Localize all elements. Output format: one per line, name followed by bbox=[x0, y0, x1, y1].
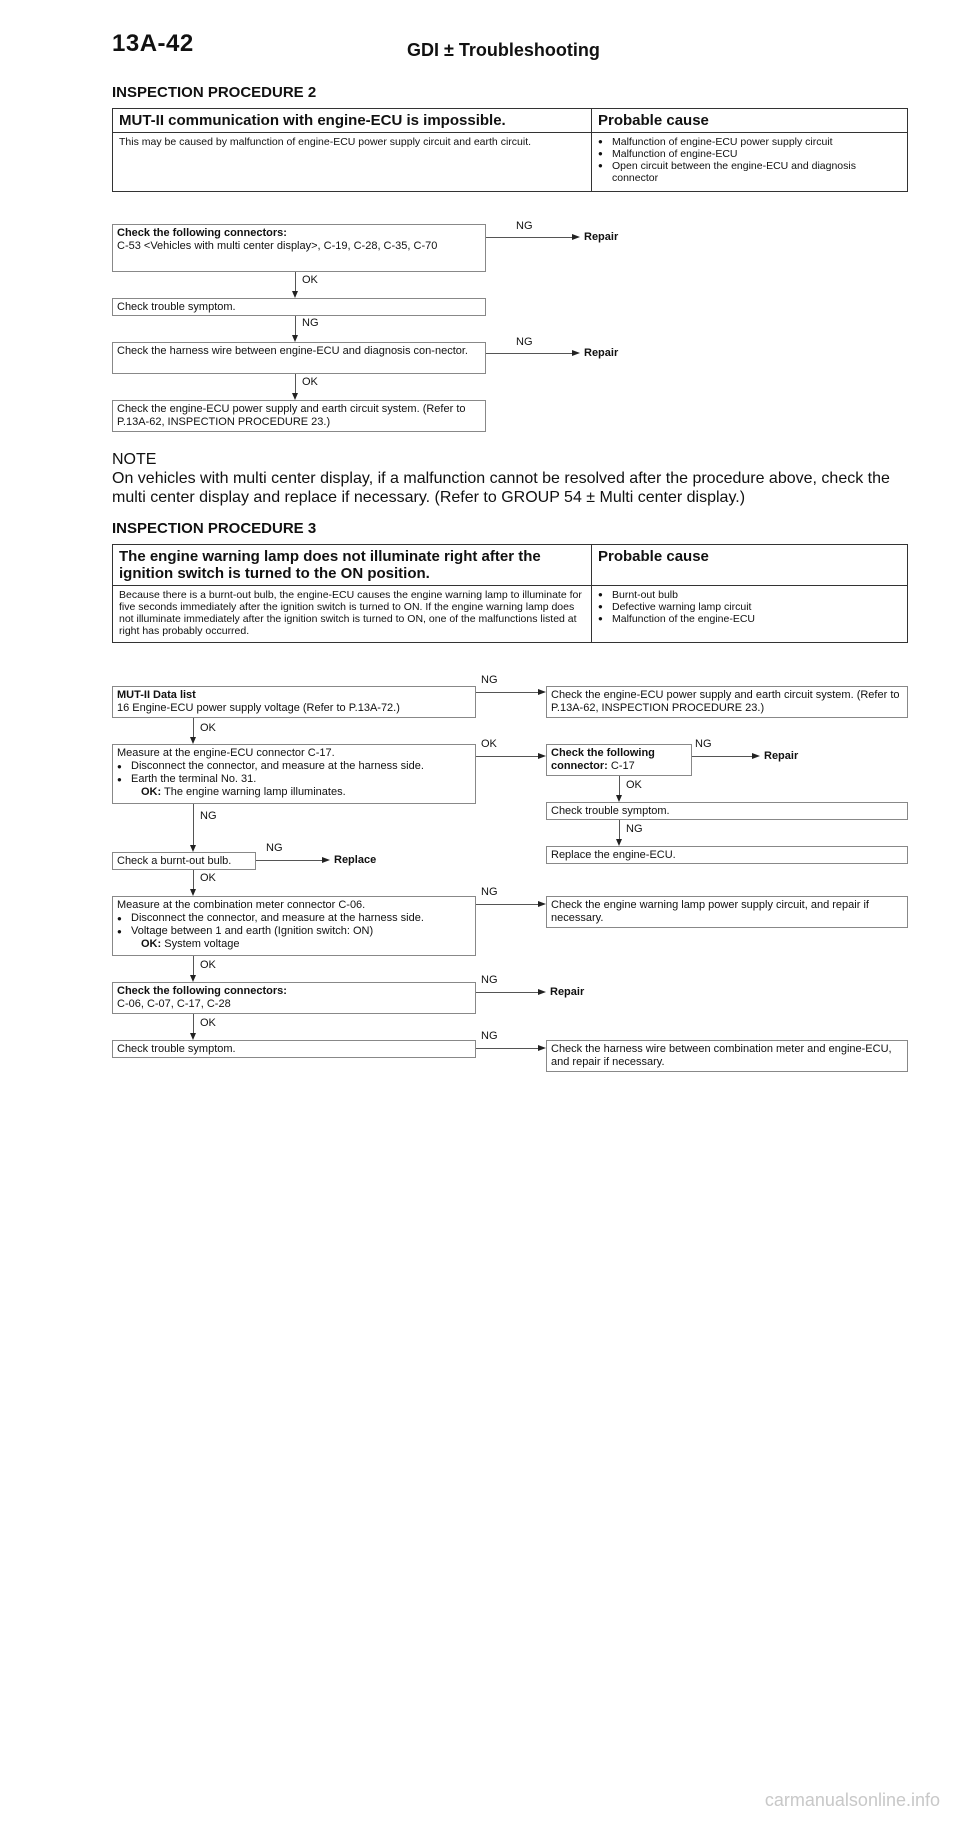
arrow-right-icon bbox=[752, 753, 760, 759]
connector-line bbox=[476, 756, 538, 757]
list-item: ● Burnt-out bulb bbox=[598, 589, 901, 601]
connector-line bbox=[619, 820, 620, 840]
step-title: Check the following connectors: bbox=[117, 227, 287, 239]
arrow-right-icon bbox=[538, 901, 546, 907]
list-item: ● Malfunction of engine-ECU power supply circuit bbox=[598, 136, 901, 148]
ng-label: NG bbox=[626, 823, 643, 835]
ng-label: NG bbox=[481, 886, 498, 898]
proc3-step-burnt-bulb: Check a burnt-out bulb. bbox=[112, 852, 256, 870]
proc3-step-lamp-circuit: Check the engine warning lamp power supply circuit, and repair if necessary. bbox=[546, 896, 908, 928]
ok-label: OK bbox=[200, 1017, 216, 1029]
proc2-step-harness: Check the harness wire between engine-ECU and diagnosis con-nector. bbox=[112, 342, 486, 374]
list-item: ● Disconnect the connector, and measure at the harness side. bbox=[117, 912, 471, 925]
note-text: On vehicles with multi center display, if a malfunction cannot be resolved after the procedure above, check the multi center display and replace if necessary. (Refer to GROUP 54 ± Multi center display.) bbox=[112, 470, 890, 506]
ok-label: OK bbox=[200, 959, 216, 971]
proc3-step-symptom-right: Check trouble symptom. bbox=[546, 802, 908, 820]
proc3-step-symptom-final: Check trouble symptom. bbox=[112, 1040, 476, 1058]
ok-label: OK bbox=[302, 376, 318, 388]
step-text: 16 Engine-ECU power supply voltage (Refer to P.13A-72.) bbox=[117, 702, 400, 714]
arrow-down-icon bbox=[292, 335, 298, 342]
repair-label: Repair bbox=[550, 986, 585, 998]
arrow-down-icon bbox=[190, 1033, 196, 1040]
ok-label: OK bbox=[481, 738, 497, 750]
proc2-description: This may be caused by malfunction of engine-ECU power supply circuit and earth circuit. bbox=[113, 133, 592, 192]
ng-label: NG bbox=[302, 317, 319, 329]
proc3-step-replace-ecu: Replace the engine-ECU. bbox=[546, 846, 908, 864]
list-item: ● Open circuit between the engine-ECU and diagnosis connector bbox=[598, 160, 901, 184]
proc3-description: Because there is a burnt-out bulb, the engine-ECU causes the engine warning lamp to illuminate for five seconds immediately after the ignition switch is turned to ON. If the engine warning lamp does not illuminate immediately after the ignition switch is turned to ON, one of the malfunctions listed at right has probably occurred. bbox=[113, 586, 592, 643]
step-title: Check the following connectors: bbox=[117, 985, 287, 997]
proc3-step-connector-c17 bbox=[546, 744, 692, 776]
list-item: ● Disconnect the connector, and measure at the harness side. bbox=[117, 760, 471, 773]
proc2-causes bbox=[598, 136, 901, 184]
proc2-heading: INSPECTION PROCEDURE 2 bbox=[112, 84, 317, 101]
repair-label: Repair bbox=[584, 347, 619, 359]
step-title: MUT-II Data list bbox=[117, 689, 196, 701]
ng-label: NG bbox=[516, 336, 533, 348]
ng-label: NG bbox=[266, 842, 283, 854]
connector-line bbox=[295, 374, 296, 394]
connector-line bbox=[476, 692, 538, 693]
connector-line bbox=[295, 272, 296, 292]
arrow-down-icon bbox=[616, 839, 622, 846]
connector-line bbox=[193, 956, 194, 976]
ok-label: OK bbox=[626, 779, 642, 791]
arrow-down-icon bbox=[190, 975, 196, 982]
ok-criteria-label: OK: bbox=[141, 938, 162, 950]
page-title: GDI ± Troubleshooting bbox=[407, 40, 600, 60]
ok-criteria-text: The engine warning lamp illuminates. bbox=[164, 786, 346, 798]
connector-line bbox=[193, 870, 194, 890]
proc2-symptom: MUT-II communication with engine-ECU is impossible. bbox=[113, 109, 592, 133]
proc3-causes bbox=[598, 589, 901, 625]
step-text: C-17 bbox=[610, 760, 635, 772]
step-text: Measure at the combination meter connector C-06. bbox=[117, 899, 366, 911]
list-item: ● Malfunction of the engine-ECU bbox=[598, 613, 901, 625]
proc2-cause-table bbox=[112, 108, 908, 192]
ng-label: NG bbox=[516, 220, 533, 232]
proc3-cause-table bbox=[112, 544, 908, 643]
proc3-cause-heading: Probable cause bbox=[592, 545, 908, 586]
arrow-down-icon bbox=[190, 845, 196, 852]
list-item: ● Malfunction of engine-ECU bbox=[598, 148, 901, 160]
proc2-step-symptom: Check trouble symptom. bbox=[112, 298, 486, 316]
list-item: ● Defective warning lamp circuit bbox=[598, 601, 901, 613]
connector-line bbox=[256, 860, 322, 861]
ng-label: NG bbox=[695, 738, 712, 750]
arrow-down-icon bbox=[190, 889, 196, 896]
ok-criteria-label: OK: bbox=[141, 786, 162, 798]
connector-line bbox=[486, 237, 572, 238]
connector-line bbox=[476, 992, 538, 993]
arrow-right-icon bbox=[572, 234, 580, 240]
connector-line bbox=[193, 718, 194, 738]
connector-line bbox=[193, 1014, 194, 1034]
connector-line bbox=[476, 1048, 538, 1049]
ng-label: NG bbox=[481, 674, 498, 686]
proc2-step-power-supply: Check the engine-ECU power supply and earth circuit system. (Refer to P.13A-62, INSPECTION PROCEDURE 23.) bbox=[112, 400, 486, 432]
arrow-down-icon bbox=[292, 393, 298, 400]
proc3-step-harness-meter: Check the harness wire between combination meter and engine-ECU, and repair if necessary. bbox=[546, 1040, 908, 1072]
connector-line bbox=[692, 756, 752, 757]
ng-label: NG bbox=[200, 810, 217, 822]
note-title: NOTE bbox=[112, 451, 157, 468]
proc2-step-connectors bbox=[112, 224, 486, 272]
page-number: 13A-42 bbox=[112, 30, 194, 57]
repair-label: Repair bbox=[584, 231, 619, 243]
arrow-down-icon bbox=[616, 795, 622, 802]
arrow-right-icon bbox=[322, 857, 330, 863]
proc3-symptom: The engine warning lamp does not illuminate right after the ignition switch is turned to the ON position. bbox=[113, 545, 592, 586]
step-text: C-53 <Vehicles with multi center display>, C-19, C-28, C-35, C-70 bbox=[117, 240, 438, 252]
connector-line bbox=[193, 804, 194, 846]
list-item: ● Earth the terminal No. 31. bbox=[117, 773, 471, 786]
proc2-cause-heading: Probable cause bbox=[592, 109, 908, 133]
replace-label: Replace bbox=[334, 854, 377, 866]
ok-label: OK bbox=[200, 872, 216, 884]
watermark: carmanualsonline.info bbox=[764, 1790, 940, 1810]
list-item: ● Voltage between 1 and earth (Ignition switch: ON) bbox=[117, 925, 471, 938]
proc3-step-data-list bbox=[112, 686, 476, 718]
proc3-heading: INSPECTION PROCEDURE 3 bbox=[112, 520, 317, 537]
arrow-right-icon bbox=[538, 753, 546, 759]
connector-line bbox=[295, 316, 296, 336]
connector-line bbox=[486, 353, 572, 354]
ng-label: NG bbox=[481, 1030, 498, 1042]
proc3-step-power-circuit: Check the engine-ECU power supply and earth circuit system. (Refer to P.13A-62, INSPECTION PROCEDURE 23.) bbox=[546, 686, 908, 718]
step-title: Check the following connector: bbox=[551, 747, 655, 772]
connector-line bbox=[476, 904, 538, 905]
proc3-step-ecu-connector bbox=[112, 744, 476, 804]
arrow-right-icon bbox=[538, 689, 546, 695]
step-text: C-06, C-07, C-17, C-28 bbox=[117, 998, 231, 1010]
step-text: Measure at the engine-ECU connector C-17. bbox=[117, 747, 335, 759]
ng-label: NG bbox=[481, 974, 498, 986]
arrow-right-icon bbox=[538, 989, 546, 995]
connector-line bbox=[619, 776, 620, 796]
arrow-right-icon bbox=[538, 1045, 546, 1051]
proc3-step-connectors bbox=[112, 982, 476, 1014]
arrow-right-icon bbox=[572, 350, 580, 356]
repair-label: Repair bbox=[764, 750, 799, 762]
ok-criteria-text: System voltage bbox=[164, 938, 240, 950]
ok-label: OK bbox=[302, 274, 318, 286]
arrow-down-icon bbox=[190, 737, 196, 744]
arrow-down-icon bbox=[292, 291, 298, 298]
ok-label: OK bbox=[200, 722, 216, 734]
proc3-step-meter-connector bbox=[112, 896, 476, 956]
